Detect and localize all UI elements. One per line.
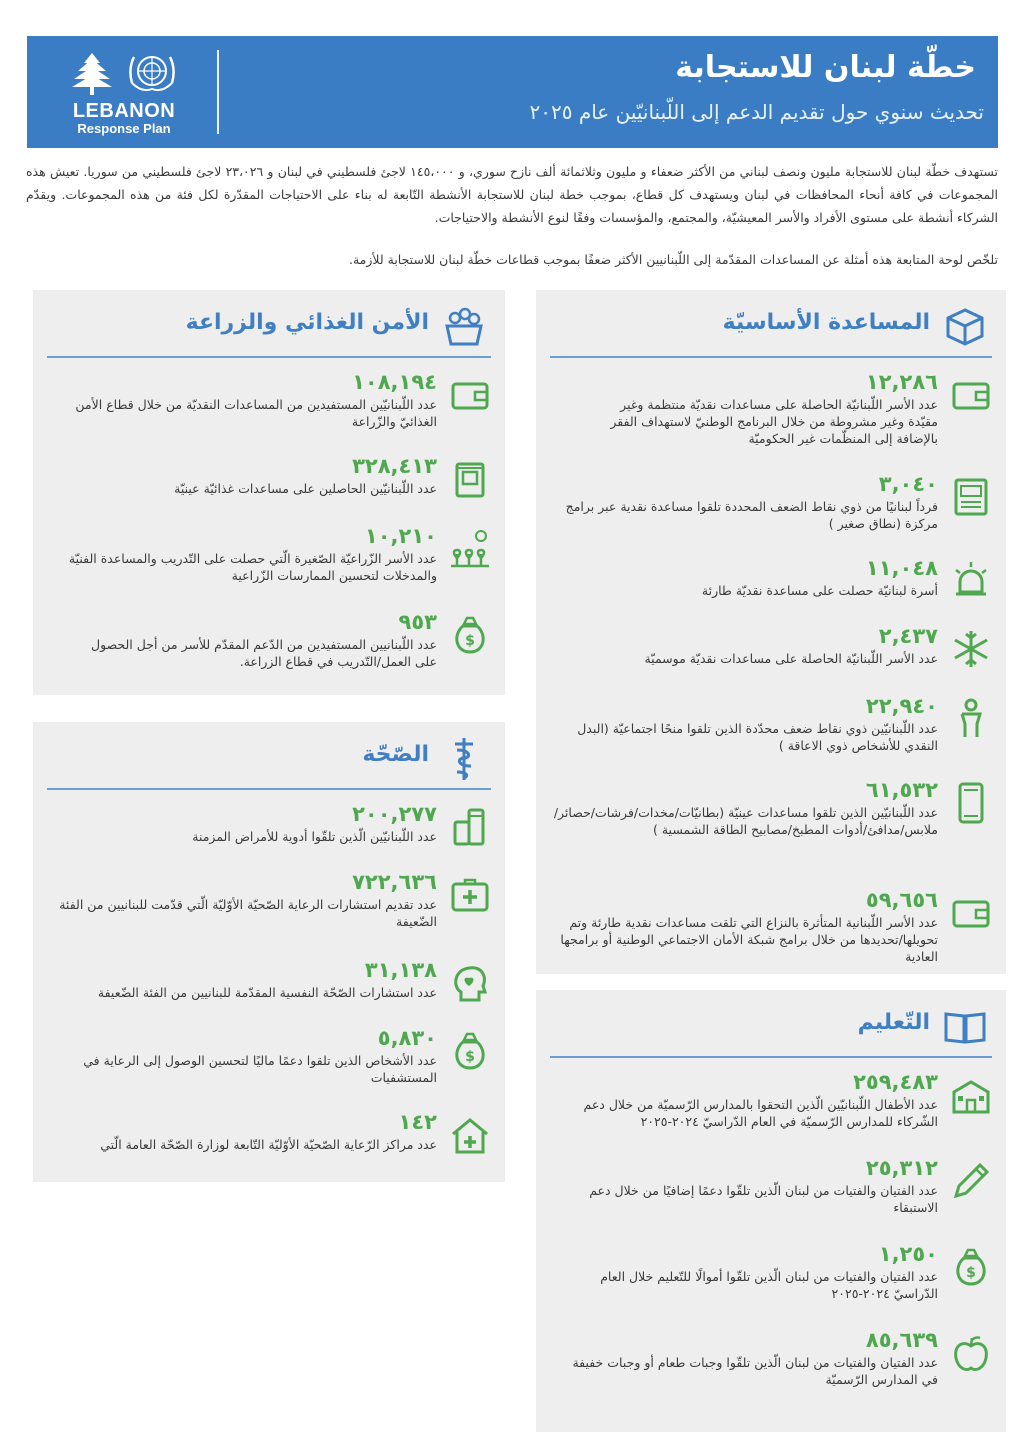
pencil-icon [950,1160,992,1202]
panel-title: الأمن الغذائي والزراعة [185,310,429,335]
intro-paragraph: تستهدف خطّة لبنان للاستجابة مليون ونصف لبناني من الأكثر ضعفاء و مليون وثلاثمائة ألف نازح سوري، و ١٤٥،٠٠٠ لاجئ فلسطيني في لبنان و ٢٣،٠٢٦ لاجئ فلسطيني من سوريا. تعيش هذه المجموعات في كافة أنحاء المحافظات في لبنان ويستهدف كل قطاع، بموجب خطة لبنان للاستجابة الأنشطة التّابعة له بناء على الاحتياجات المقدّرة لكل فئة من هذه المجموعات. ويقدّم الشركاء أنشطة على مستوى الأفراد والأسر المعيشيّة، والمجتمع، والمؤسسات وفقًا لنوع الأنشطة والاحتياجات. [26,164,998,225]
stat-description: عدد الأسر اللّبنانية المتأثرة بالنزاع التي تلقت مساعدات نقدية طارئة وتم تحويلها/تحديدها من خلال برامج شبكة الأمان الاجتماعي الوطنية أو برامجها العادية [560,915,938,964]
stat-number: ١١,٠٤٨ [865,556,938,580]
stat-number: ٢٥,٣١٢ [865,1156,938,1180]
wallet-icon [449,374,491,416]
stat-description: فرداً لبنانيًا من ذوي نقاط الضعف المحددة تلقوا مساعدة نقدية عبر برامج مركزة (نطاق صغير ) [565,499,938,531]
lebanon-response-plan-logo [49,48,199,136]
stat-number: ١٢,٢٨٦ [865,370,938,394]
svg-text:$: $ [966,1265,976,1281]
mental-health-icon [449,962,491,1004]
money-bag-icon [449,614,491,656]
stat-number: ٣,٠٤٠ [878,472,938,496]
food-parcel-icon [449,458,491,500]
stat-number: ١٠٨,١٩٤ [352,370,437,394]
stat-description: عدد مراكز الرّعاية الصّحيّة الأوّليّة التّابعة لوزارة الصّحّة العامة الّتي [100,1137,437,1152]
stat-description: أسرة لبنانيّة حصلت على مساعدة نقديّة طارئة [701,583,938,598]
panel-header [550,1000,992,1058]
stat-number: ٥٩,٦٥٦ [865,888,938,912]
clinic-icon [449,1114,491,1156]
panel-title: التّعليم [857,1010,930,1035]
money-bag-icon [950,1246,992,1288]
brand-name: LEBANON [72,100,176,122]
summary-paragraph: تلخّص لوحة المتابعة هذه أمثلة عن المساعدات المقدّمة إلى اللّبنانيين الأكثر ضعفًا بموجب قطاعات خطّة لبنان للاستجابة للأزمة. [348,252,998,267]
basic-assistance-panel [536,290,1006,974]
panel-header [550,300,992,358]
plants-icon [449,528,491,570]
stat-description: عدد اللّبنانيّين الذين تلقوا مساعدات عينيّة (بطانيّات/مخدات/فرشات/حصائر/ملابس/مدافئ/أدوات المطبخ/مصابيح الطاقة الشمسية ) [553,805,938,837]
un-emblem-icon [124,49,180,97]
caduceus-icon [441,736,487,782]
stat-description: عدد تقديم استشارات الرعاية الصّحيّة الأوّليّة الّتي قدّمت للبنانيين من الفئة الضّعيفة [59,897,437,929]
svg-text:$: $ [465,1049,475,1065]
stat-description: عدد الأسر اللّبنانيّة الحاصلة على مساعدات نقديّة منتظمة وغير مقيّدة وغير مشروطة من خلال البرنامج الوطنيّ لاستهداف الفقر بالإضافة إلى المنظّمات غير الحكوميّة [610,397,938,446]
medicine-icon [449,806,491,848]
health-panel [33,722,505,1182]
page-subtitle: تحديث سنوي حول تقديم الدعم إلى اللّبنانيّين عام ٢٠٢٥ [529,100,984,124]
wallet-icon [950,374,992,416]
stat-description: عدد اللّبنانيّين الّذين تلقّوا أدوية للأمراض المزمنة [192,829,437,844]
stat-number: ٣٢٨,٤١٣ [352,454,437,478]
stat-number: ١٤٢ [398,1110,437,1134]
stat-number: ٧٢٢,٦٣٦ [352,870,437,894]
stat-number: ٦١,٥٣٢ [865,778,938,802]
stat-description: عدد استشارات الصّحّة النفسية المقدّمة للبنانيين من الفئة الضّعيفة [97,985,437,1000]
stat-description: عدد الأسر اللّبنانيّة الحاصلة على مساعدات نقديّة موسميّة [644,651,938,666]
person-icon [950,698,992,740]
header-banner [27,36,998,148]
wallet-icon [950,892,992,934]
panel-title: الصّحّة [362,742,429,767]
box-icon [942,304,988,350]
stat-number: ١,٢٥٠ [878,1242,938,1266]
stat-description: عدد اللّبنانيّين الحاصلين على مساعدات غذائيّة عينيّة [174,481,437,496]
stat-number: ٥,٨٣٠ [377,1026,437,1050]
stat-description: عدد الفتيان والفتيات من لبنان الّذين تلقّوا وجبات طعام أو وجبات خفيفة في المدارس الرّسميّة [572,1355,938,1387]
stat-description: عدد اللّبنانيّين ذوي نقاط ضعف محدّدة الذين تلقوا منحًا اجتماعيّة (البدل النقدي للأشخاص ذوي الاعاقة ) [577,721,938,753]
money-bag-icon [449,1030,491,1072]
snowflake-icon [950,628,992,670]
mattress-icon [950,782,992,824]
stat-number: ٢٢,٩٤٠ [865,694,938,718]
food-security-panel [33,290,505,695]
stat-description: عدد الأطفال اللّبنانيّين الّذين التحقوا بالمدارس الرّسميّة من خلال دعم الشّركاء للمدارس الرّسميّة في العام الدّراسيّ ٢٠٢٤-٢٠٢٥ [583,1097,938,1129]
stat-description: عدد اللّبنانيّين المستفيدين من المساعدات النقديّة من خلال قطاع الأمن الغذائيّ والزّراعة [75,397,437,429]
svg-text:$: $ [465,633,475,649]
education-panel [536,990,1006,1432]
stat-description: عدد اللّبنانيين المستفيدين من الدّعم المقدّم للأسر من أجل الحصول على العمل/التّدريب في قطاع الزراعة. [91,637,437,669]
page-title: خطّة لبنان للاستجابة [675,50,976,85]
panel-header [47,300,491,358]
stat-number: ١٠,٢١٠ [364,524,437,548]
header-divider [217,50,219,134]
stat-number: ٢,٤٣٧ [878,624,938,648]
apple-icon [950,1332,992,1374]
stat-number: ٩٥٣ [398,610,437,634]
stat-number: ٢٠٠,٢٧٧ [352,802,437,826]
school-icon [950,1074,992,1116]
book-icon [942,1004,988,1050]
stat-number: ٨٥,٦٣٩ [865,1328,938,1352]
cedar-tree-icon [68,49,116,97]
stat-description: عدد الفتيان والفتيات من لبنان الّذين تلقّوا أموالًا للتّعليم خلال العام الدّراسيّ ٢٠٢٤-٢٠٢٥ [600,1269,938,1301]
stat-description: عدد الأسر الزّراعيّة الصّغيرة الّتي حصلت على التّدريب والمساعدة الفنيّة والمدخلات لتحسين الممارسات الزّراعية [68,551,437,583]
first-aid-icon [449,874,491,916]
stat-number: ٣١,١٣٨ [364,958,437,982]
atm-icon [950,476,992,518]
stat-description: عدد الأشخاص الذين تلقوا دعمًا ماليًا لتحسين الوصول إلى الرعاية في المستشفيات [83,1053,437,1085]
panel-title: المساعدة الأساسيّة [722,310,930,335]
stat-description: عدد الفتيان والفتيات من لبنان الّذين تلقّوا دعمًا إضافيًا من خلال دعم الاستبقاء [589,1183,938,1215]
brand-subtitle: Response Plan [77,121,171,136]
panel-header [47,732,491,790]
food-basket-icon [441,304,487,350]
stat-number: ٢٥٩,٤٨٣ [853,1070,938,1094]
alarm-icon [950,560,992,602]
